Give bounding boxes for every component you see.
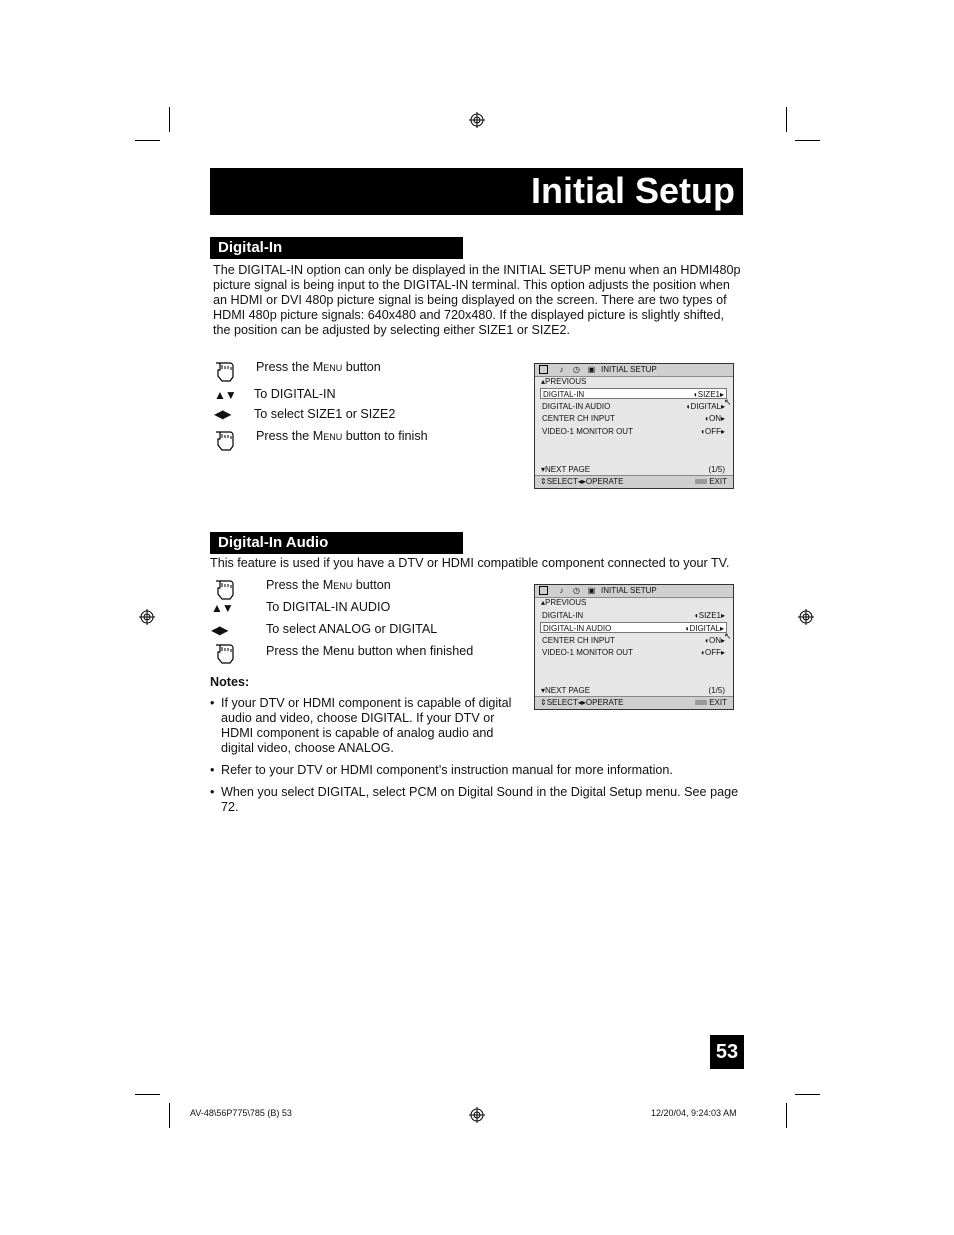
- lock-tab-icon: ▣: [587, 365, 596, 374]
- initial-setup-menu-screenshot: [534, 363, 734, 489]
- step-to-digital-in-audio: To DIGITAL-IN AUDIO: [266, 600, 391, 614]
- step-press-menu: Press the Menu button: [256, 360, 381, 374]
- text-line: HDMI 480p picture signals: 640x480 and 720x480. If the displayed picture is slightly shifted,: [213, 308, 725, 322]
- menu-row: DIGITAL-IN AUDIO ◖DIGITAL▸: [540, 622, 727, 633]
- pointer-cursor-icon: ↖: [724, 397, 732, 407]
- footer-timestamp: 12/20/04, 9:24:03 AM: [651, 1108, 737, 1118]
- hand-press-icon: [213, 429, 237, 453]
- section-heading-digital-in: Digital-In: [210, 237, 463, 259]
- menu-title: INITIAL SETUP: [601, 586, 657, 595]
- clock-tab-icon: ◷: [573, 365, 580, 374]
- page-number: 53: [710, 1035, 744, 1069]
- crop-mark: [135, 1094, 160, 1095]
- bullet-marker: •: [210, 763, 215, 777]
- menu-button-icon: [695, 700, 707, 705]
- step-to-digital-in: To DIGITAL-IN: [254, 387, 336, 401]
- registration-mark-icon: [798, 609, 814, 625]
- menu-help-bar: ⇕SELECT◂▸OPERATE EXIT: [535, 475, 733, 488]
- menu-title: INITIAL SETUP: [601, 365, 657, 374]
- step-press-menu-finished: Press the Menu button when finished: [266, 644, 474, 658]
- note-item: If your DTV or HDMI component is capable of digital audio and video, choose DIGITAL. If your DTV or HDMI component is capable of analog audio and digital video, choose ANALOG.: [221, 696, 512, 755]
- clock-tab-icon: ◷: [573, 586, 580, 595]
- page-title-bar: [210, 168, 743, 215]
- lock-tab-icon: ▣: [587, 586, 596, 595]
- text-line: picture signal is being input to the DIGITAL-IN terminal. This option adjusts the position when: [213, 278, 730, 292]
- menu-page-indicator: (1/5): [708, 686, 725, 695]
- step-press-menu-finish: Press the Menu button to finish: [256, 429, 428, 443]
- menu-row: DIGITAL-IN ◖SIZE1▸: [540, 388, 727, 399]
- step-select-size: To select SIZE1 or SIZE2: [254, 407, 396, 421]
- step-select-analog-digital: To select ANALOG or DIGITAL: [266, 622, 438, 636]
- crop-mark: [795, 140, 820, 141]
- registration-mark-icon: [469, 1107, 485, 1123]
- registration-mark-icon: [139, 609, 155, 625]
- menu-button-icon: [695, 479, 707, 484]
- section-heading-digital-in-audio: Digital-In Audio: [210, 532, 463, 554]
- menu-row: VIDEO-1 MONITOR OUT ◖OFF▸: [542, 427, 725, 436]
- initial-setup-menu-screenshot: [534, 584, 734, 710]
- menu-page-indicator: (1/5): [708, 465, 725, 474]
- up-down-arrow-icon: ▲▼: [211, 601, 233, 615]
- hand-press-icon: [213, 360, 237, 384]
- note-item: When you select DIGITAL, select PCM on Digital Sound in the Digital Setup menu. See page 72.: [221, 785, 739, 814]
- digital-in-audio-intro: This feature is used if you have a DTV or HDMI compatible component connected to your TV.: [210, 556, 730, 570]
- hand-press-icon: [213, 578, 237, 602]
- menu-row: DIGITAL-IN ◖SIZE1▸: [542, 611, 725, 620]
- audio-tab-icon: ♪: [559, 365, 564, 374]
- text-line: the position can be adjusted by selecting either SIZE1 or SIZE2.: [213, 323, 571, 337]
- up-down-arrow-icon: ▲▼: [214, 388, 236, 402]
- picture-tab-icon: [539, 365, 548, 374]
- crop-mark: [795, 1094, 820, 1095]
- menu-row: CENTER CH INPUT ◖ON▸: [542, 636, 725, 645]
- audio-tab-icon: ♪: [559, 586, 564, 595]
- menu-tab-bar: [535, 364, 733, 377]
- registration-mark-icon: [469, 112, 485, 128]
- bullet-marker: •: [210, 785, 215, 799]
- menu-tab-bar: [535, 585, 733, 598]
- bullet-marker: •: [210, 696, 215, 710]
- menu-previous: ▴PREVIOUS: [541, 598, 587, 607]
- hand-press-icon: [213, 642, 237, 666]
- left-right-arrow-icon: ◀▶: [211, 623, 228, 637]
- pointer-cursor-icon: ↖: [724, 631, 732, 641]
- picture-tab-icon: [539, 586, 548, 595]
- note-item: Refer to your DTV or HDMI component’s instruction manual for more information.: [221, 763, 673, 777]
- notes-heading: Notes:: [210, 675, 250, 689]
- text-line: The DIGITAL-IN option can only be displayed in the INITIAL SETUP menu when an HDMI480p: [213, 263, 741, 277]
- crop-mark: [786, 107, 787, 132]
- page-title: Initial Setup: [530, 170, 735, 211]
- menu-row: DIGITAL-IN AUDIO ◖DIGITAL▸: [542, 402, 725, 411]
- crop-mark: [786, 1103, 787, 1128]
- crop-mark: [169, 1103, 170, 1128]
- menu-row: CENTER CH INPUT ◖ON▸: [542, 414, 725, 423]
- menu-help-bar: ⇕SELECT◂▸OPERATE EXIT: [535, 696, 733, 709]
- menu-row: VIDEO-1 MONITOR OUT ◖OFF▸: [542, 648, 725, 657]
- crop-mark: [135, 140, 160, 141]
- menu-next-page: ▾NEXT PAGE: [541, 686, 591, 695]
- crop-mark: [169, 107, 170, 132]
- footer-file-info: AV-48\56P775\785 (B) 53: [190, 1108, 292, 1118]
- text-line: an HDMI or DVI 480p picture signal is being displayed on the screen. There are two types of: [213, 293, 727, 307]
- digital-in-description: [213, 263, 753, 338]
- menu-previous: ▴PREVIOUS: [541, 377, 587, 386]
- step-press-menu: Press the Menu button: [266, 578, 391, 592]
- left-right-arrow-icon: ◀▶: [214, 407, 231, 421]
- menu-next-page: ▾NEXT PAGE: [541, 465, 591, 474]
